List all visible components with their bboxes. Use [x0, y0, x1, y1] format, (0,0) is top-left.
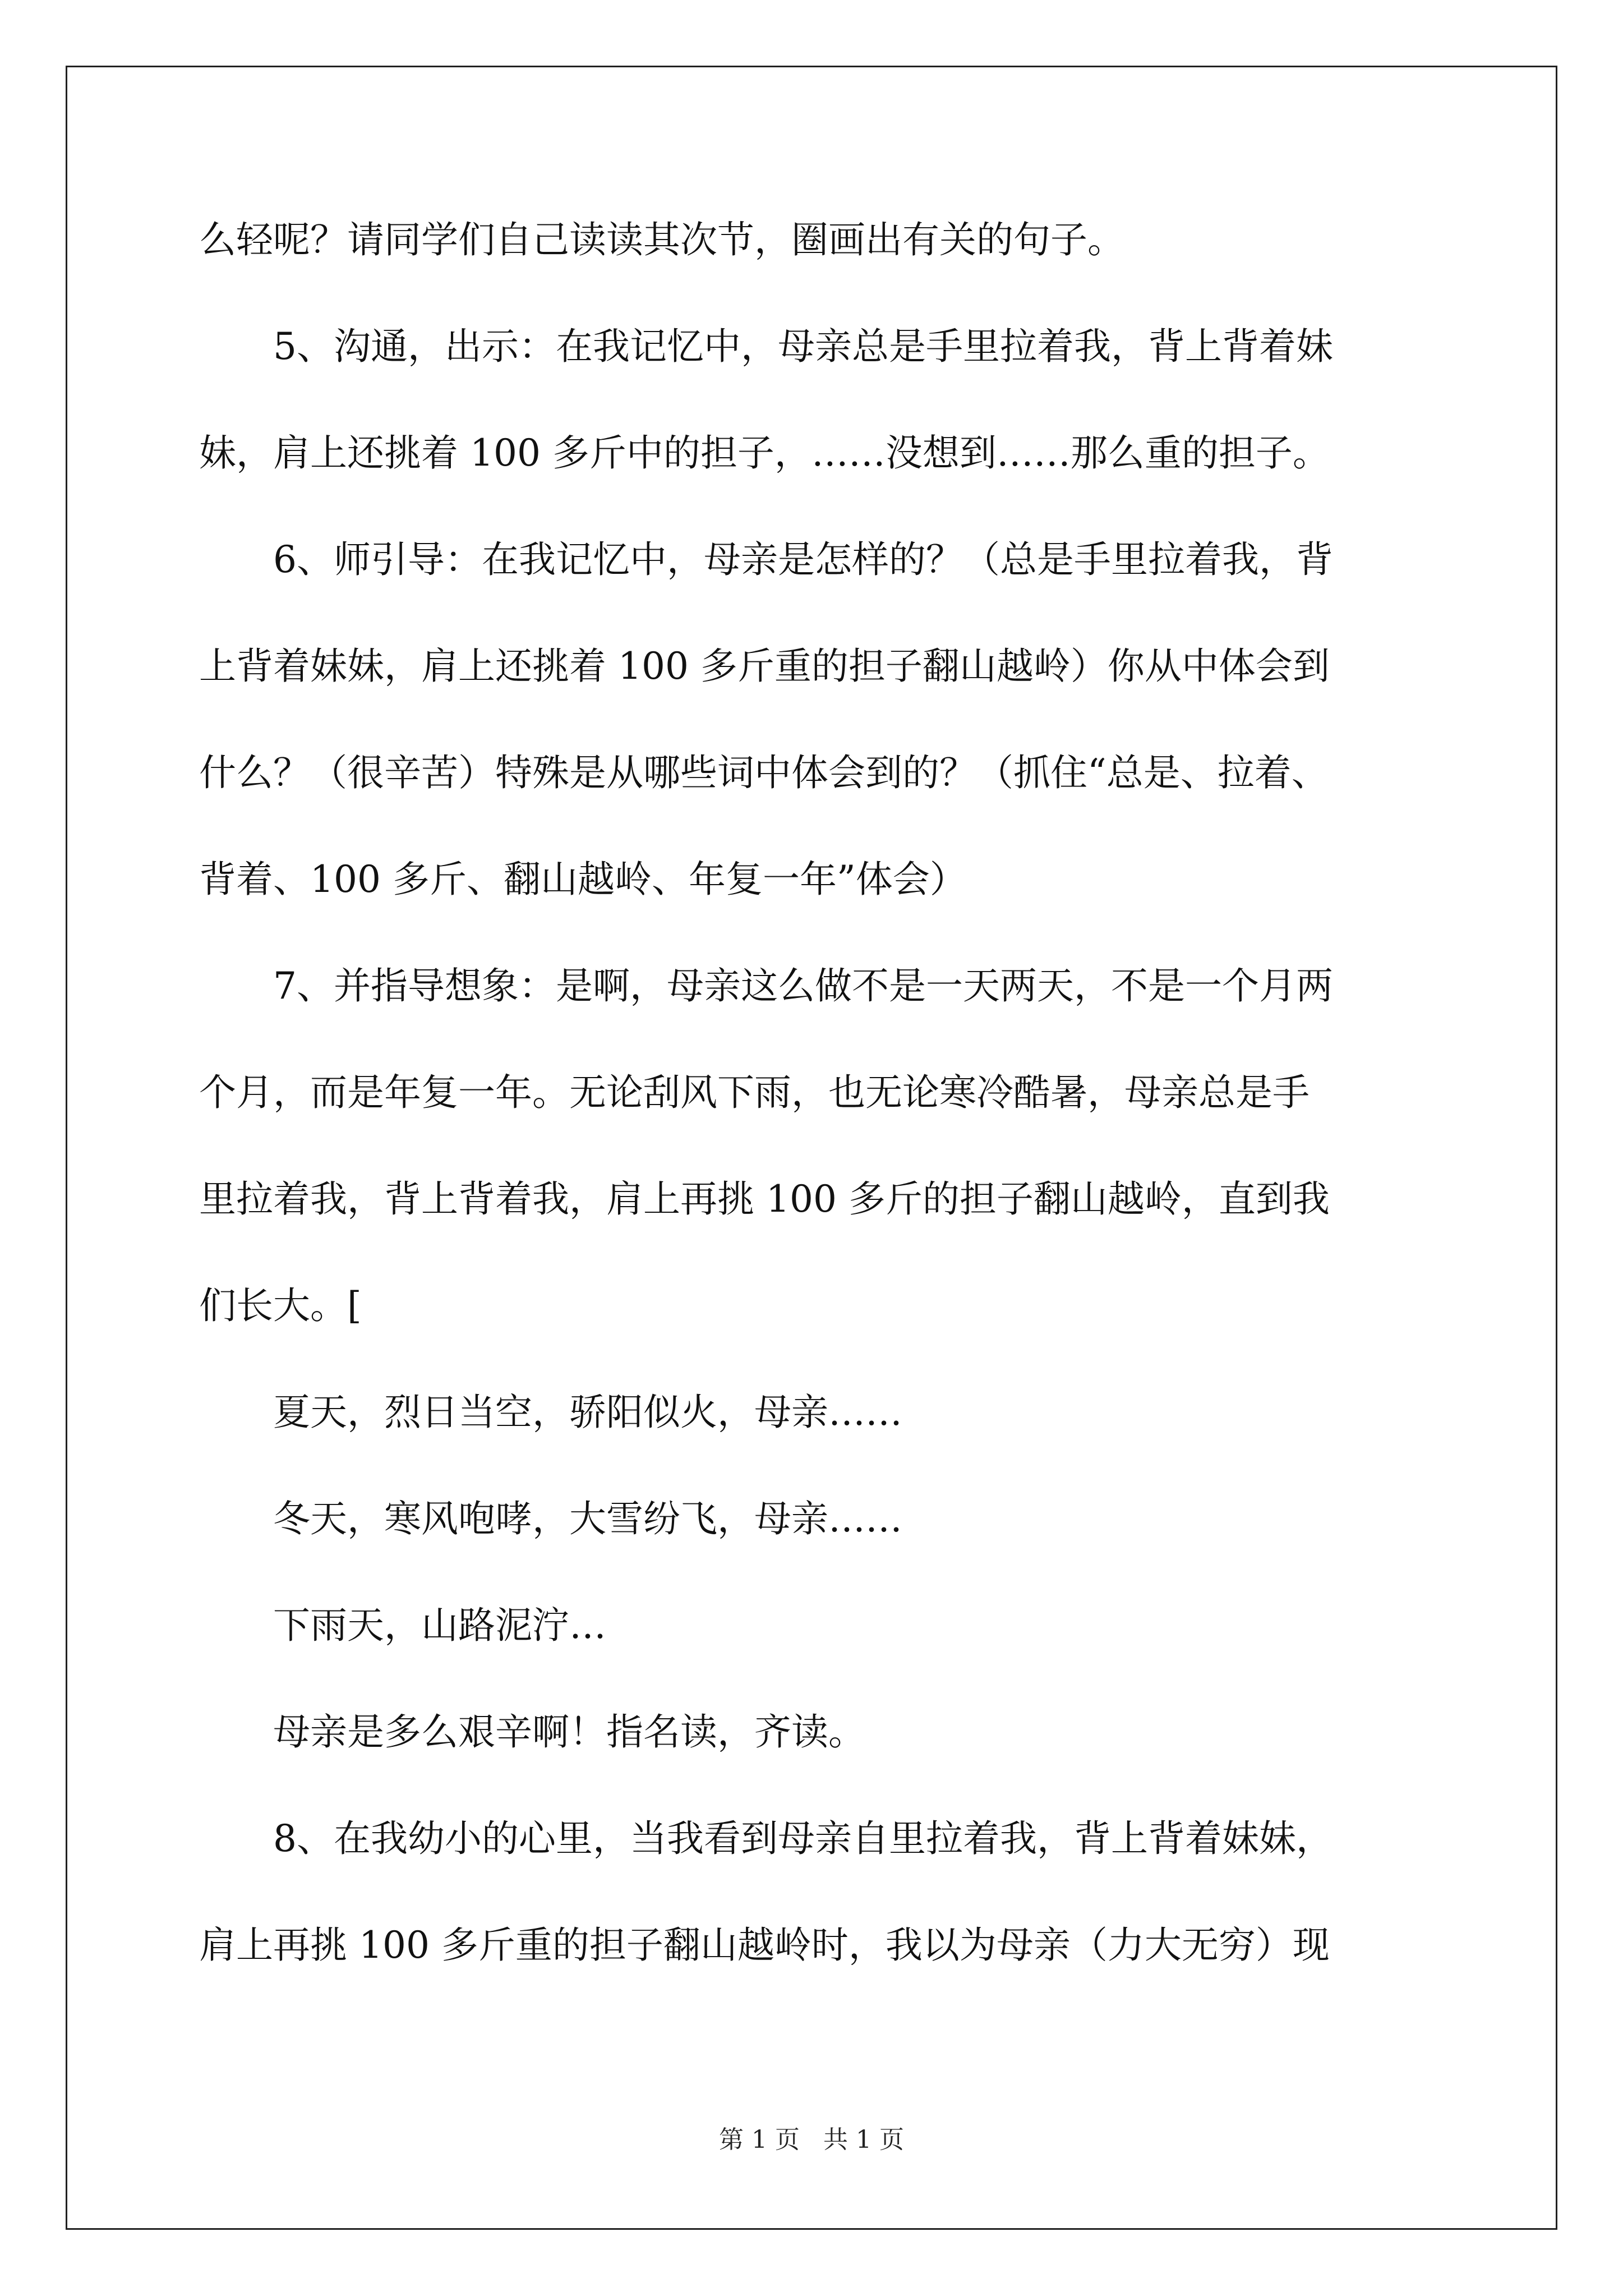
text-line-13: 冬天，寒风咆哮，大雪纷飞，母亲…… — [199, 1497, 902, 1540]
page-border — [66, 66, 1557, 2230]
text-line-11: 们长大。[ — [199, 1284, 362, 1327]
text-line-4: 6、师引导：在我记忆中，母亲是怎样的？（总是手里拉着我，背 — [199, 538, 1333, 581]
text-line-14: 下雨天，山路泥泞… — [199, 1604, 606, 1647]
text-line-8: 7、并指导想象：是啊，母亲这么做不是一天两天，不是一个月两 — [199, 964, 1333, 1007]
text-line-16: 8、在我幼小的心里，当我看到母亲自里拉着我，背上背着妹妹， — [199, 1817, 1333, 1860]
text-line-7: 背着、100 多斤、翻山越岭、年复一年”体会） — [199, 858, 967, 901]
text-line-3: 妹，肩上还挑着 100 多斤中的担子，……没想到……那么重的担子。 — [199, 431, 1330, 475]
page-footer: 第 1 页 共 1 页 — [719, 2125, 904, 2154]
text-line-1: 么轻呢？请同学们自己读读其次节，圈画出有关的句子。 — [199, 218, 1124, 261]
text-line-10: 里拉着我，背上背着我，肩上再挑 100 多斤的担子翻山越岭，直到我 — [199, 1177, 1330, 1221]
text-line-5: 上背着妹妹，肩上还挑着 100 多斤重的担子翻山越岭）你从中体会到 — [199, 645, 1330, 688]
text-line-12: 夏天，烈日当空，骄阳似火，母亲…… — [199, 1391, 902, 1434]
text-line-2: 5、沟通，出示：在我记忆中，母亲总是手里拉着我，背上背着妹 — [199, 325, 1333, 368]
text-line-15: 母亲是多么艰辛啊！指名读，齐读。 — [199, 1710, 865, 1754]
text-line-17: 肩上再挑 100 多斤重的担子翻山越岭时，我以为母亲（力大无穷）现 — [199, 1924, 1330, 1967]
text-line-9: 个月，而是年复一年。无论刮风下雨，也无论寒冷酷暑，母亲总是手 — [199, 1071, 1310, 1114]
text-line-6: 什么？（很辛苦）特殊是从哪些词中体会到的？（抓住“总是、拉着、 — [199, 751, 1329, 794]
